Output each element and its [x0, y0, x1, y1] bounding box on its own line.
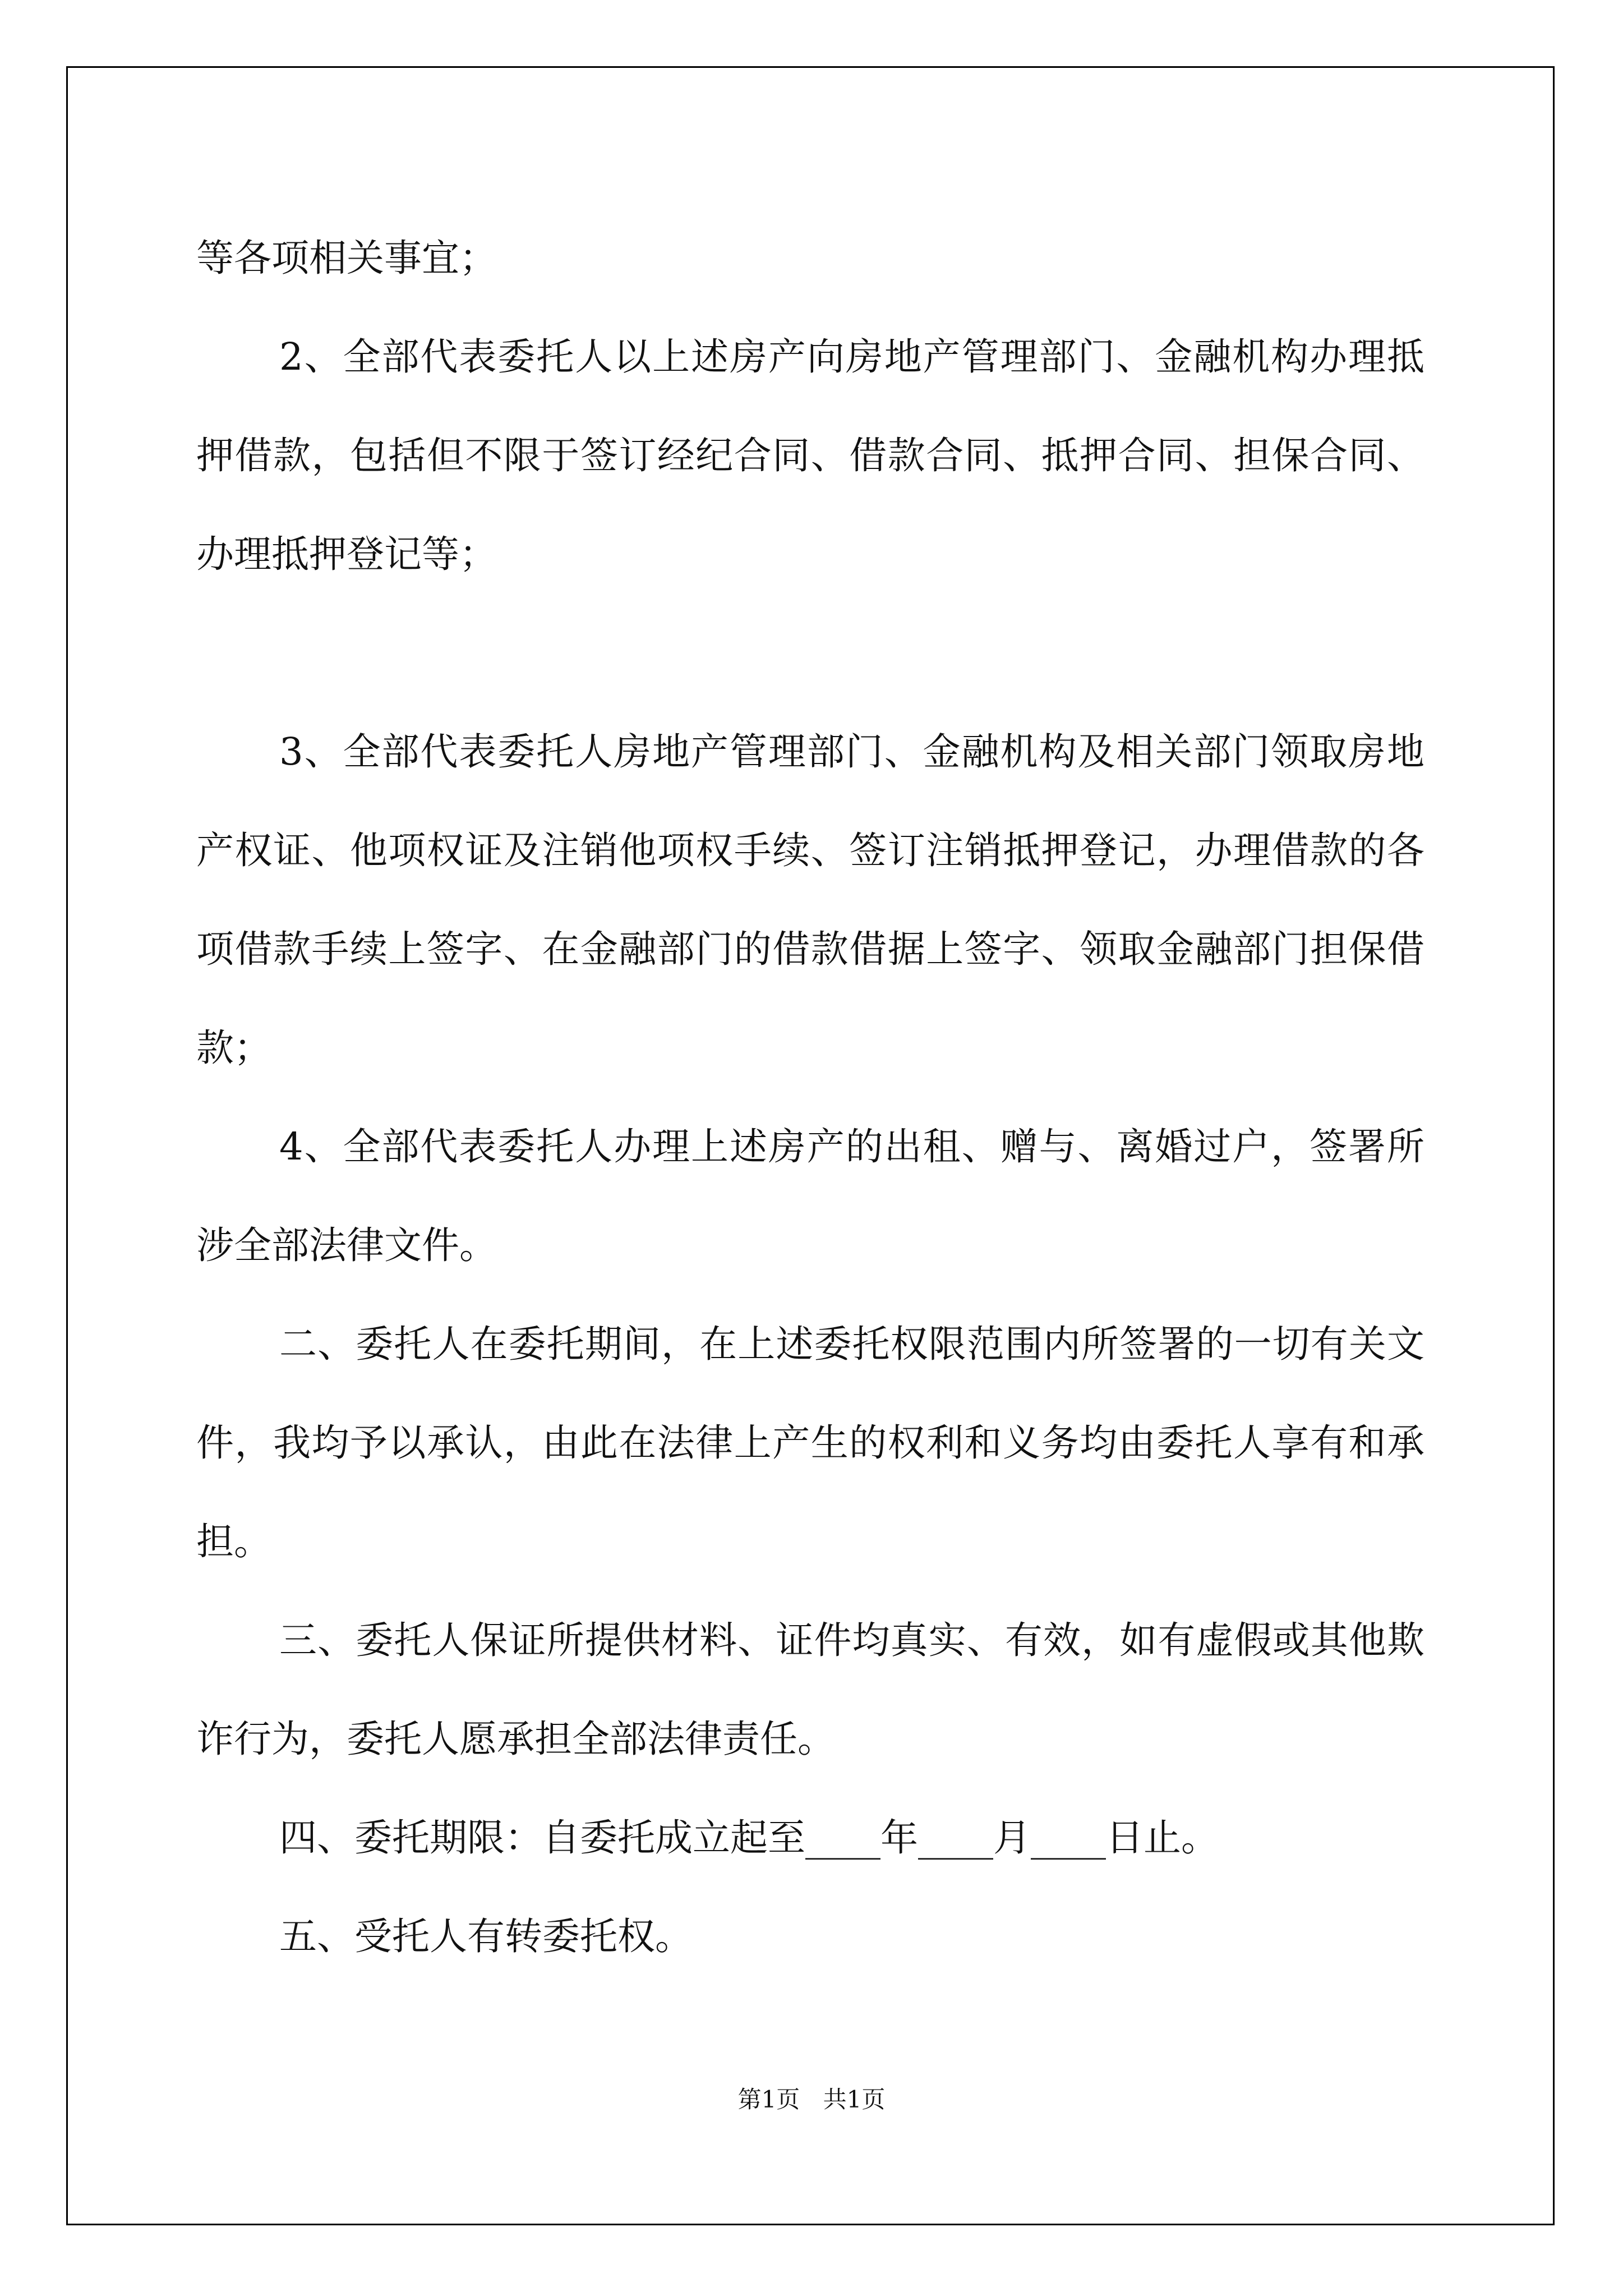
- paragraph-item-3: 3、全部代表委托人房地产管理部门、金融机构及相关部门领取房地产权证、他项权证及注销他项权手续、签订注销抵押登记，办理借款的各项借款手续上签字、在金融部门的借款借据上签字、领取金融部门担保借款；: [196, 730, 1424, 1070]
- page-total: 共1页: [823, 2086, 886, 2113]
- paragraph-section-2: 二、委托人在委托期间，在上述委托权限范围内所签署的一切有关文件，我均予以承认，由此在法律上产生的权利和义务均由委托人享有和承担。: [196, 1322, 1424, 1563]
- paragraph-item-4: 4、全部代表委托人办理上述房产的出租、赠与、离婚过户，签署所涉全部法律文件。: [196, 1125, 1424, 1267]
- page-number: 第1页: [737, 2086, 800, 2113]
- page-footer: [0, 2081, 1623, 2115]
- paragraph-section-4: 四、委托期限：自委托成立起至____年____月____日止。: [279, 1816, 1219, 1860]
- paragraph-continuation: 等各项相关事宜；: [196, 236, 497, 280]
- paragraph-section-3: 三、委托人保证所提供材料、证件均真实、有效，如有虚假或其他欺诈行为，委托人愿承担全部法律责任。: [196, 1618, 1424, 1761]
- paragraph-item-2: 2、全部代表委托人以上述房产向房地产管理部门、金融机构办理抵押借款，包括但不限于签订经纪合同、借款合同、抵押合同、担保合同、办理抵押登记等；: [196, 335, 1424, 576]
- paragraph-section-5: 五、受托人有转委托权。: [279, 1915, 693, 1958]
